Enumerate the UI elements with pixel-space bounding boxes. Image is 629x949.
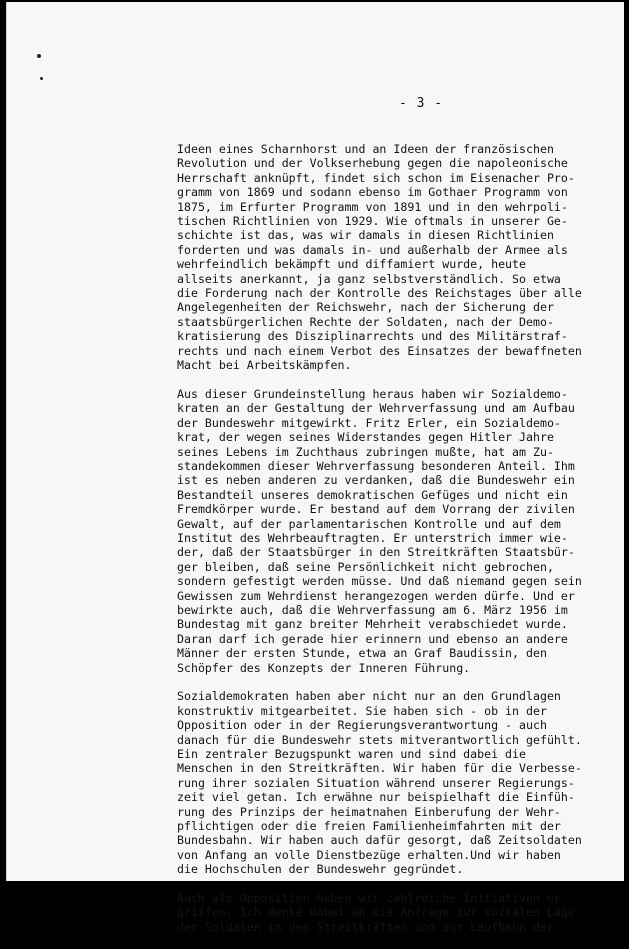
text-line: die Hochschulen der Bundeswehr gegründet. <box>177 862 464 877</box>
text-line: Männer der ersten Stunde, etwa an Graf Baudissin, den <box>177 646 547 661</box>
text-line: krat, der wegen seines Widerstandes gegen Hitler Jahre <box>177 430 554 445</box>
paragraph-3 <box>177 689 613 876</box>
text-line: Gewissen zum Wehrdienst herangezogen werden dürfe. Und er <box>177 588 575 603</box>
text-line: sondern gefestigt werden müsse. Und daß niemand gegen sein <box>177 574 582 589</box>
text-line: von Anfang an volle Dienstbezüge erhalten.Und wir haben <box>177 847 561 862</box>
text-line: Ein zentraler Bezugspunkt waren und sind dabei die <box>177 747 527 762</box>
text-line: Macht bei Arbeitskämpfen. <box>177 358 352 373</box>
text-line: gramm von 1869 und sodann ebenso im Gothaer Programm von <box>177 185 568 200</box>
text-line: Sozialdemokraten haben aber nicht nur an den Grundlagen <box>177 689 561 704</box>
document-page <box>6 2 624 934</box>
text-line: rung des Prinzips der heimatnahen Einberufung der Wehr- <box>177 804 561 819</box>
text-line: der Soldaten in den Streitkräften und zur Laufbahn der <box>177 919 554 934</box>
text-line: Gewalt, auf der parlamentarischen Kontrolle und auf dem <box>177 516 561 531</box>
text-line: bewirkte auch, daß die Wehrverfassung am 6. März 1956 im <box>177 602 568 617</box>
text-line: Auch als Opposition haben wir zahlreiche Initiativen er- <box>177 891 568 906</box>
text-line: Fremdkörper wurde. Er bestand auf dem Vorrang der zivilen <box>177 502 575 517</box>
text-line: zeit viel getan. Ich erwähne nur beispielhaft die Einfüh- <box>177 790 575 805</box>
text-line: kraten an der Gestaltung der Wehrverfassung und am Aufbau <box>177 401 575 416</box>
text-line: die Forderung nach der Kontrolle des Reichstages über alle <box>177 286 582 301</box>
text-line: Angelegenheiten der Reichswehr, nach der Sicherung der <box>177 300 554 315</box>
text-line: standekommen dieser Wehrverfassung besonderen Anteil. Ihm <box>177 458 575 473</box>
text-line: ger bleiben, daß seine Persönlichkeit nicht gebrochen, <box>177 559 554 574</box>
scan-speck <box>37 54 41 58</box>
text-line: tischen Richtlinien von 1929. Wie oftmals in unserer Ge- <box>177 214 568 229</box>
text-line: wehrfeindlich bekämpft und diffamiert wurde, heute <box>177 257 527 272</box>
text-line: Bundestag mit ganz breiter Mehrheit verabschiedet wurde. <box>177 617 568 632</box>
body-text <box>177 142 613 949</box>
paragraph-2 <box>177 387 613 675</box>
text-line: Aus dieser Grundeinstellung heraus haben wir Sozialdemo- <box>177 386 568 401</box>
text-line: Ideen eines Scharnhorst und an Ideen der französischen <box>177 142 554 156</box>
text-line: danach für die Bundeswehr stets mitverantwortlich gefühlt. <box>177 732 582 747</box>
text-line: Institut des Wehrbeauftragten. Er unterstrich immer wie- <box>177 530 568 545</box>
text-line: schichte ist das, was wir damals in diesen Richtlinien <box>177 228 554 243</box>
text-line: Revolution und der Volkserhebung gegen die napoleonische <box>177 156 568 171</box>
text-line: Bundesbahn. Wir haben auch dafür gesorgt, daß Zeitsoldaten <box>177 833 582 848</box>
text-line: rung ihrer sozialen Situation während unserer Regierungs- <box>177 775 575 790</box>
text-line: kratisierung des Disziplinarrechts und des Militärstraf- <box>177 329 568 344</box>
text-line: ist es neben anderen zu verdanken, daß die Bundeswehr ein <box>177 473 575 488</box>
text-line: konstruktiv mitgearbeitet. Sie haben sich - ob in der <box>177 703 547 718</box>
text-line: Daran darf ich gerade hier erinnern und ebenso an andere <box>177 631 568 646</box>
text-line: pflichtigen oder die freien Familienheimfahrten mit der <box>177 819 561 834</box>
paragraph-1 <box>177 142 613 373</box>
text-line: Menschen in den Streitkräften. Wir haben für die Verbesse- <box>177 761 582 776</box>
text-line: Opposition oder in der Regierungsverantwortung - auch <box>177 718 547 733</box>
text-line: griffen. Ich denke dabei an die Anfrage zur sozialen Lage <box>177 905 575 920</box>
text-line: allseits anerkannt, ja ganz selbstverständlich. So etwa <box>177 271 561 286</box>
text-line: Bestandteil unseres demokratischen Gefüges und nicht ein <box>177 487 568 502</box>
text-line: der Bundeswehr mitgewirkt. Fritz Erler, ein Sozialdemo- <box>177 415 561 430</box>
page-number: - 3 - <box>399 96 444 111</box>
text-line: der, daß der Staatsbürger in den Streitkräften Staatsbür- <box>177 545 575 560</box>
text-line: forderten und was damals in- und außerhalb der Armee als <box>177 242 568 257</box>
text-line: Schöpfer des Konzepts der Inneren Führung. <box>177 660 471 675</box>
text-line: staatsbürgerlichen Rechte der Soldaten, nach der Demo- <box>177 314 554 329</box>
text-line: Herrschaft anknüpft, findet sich schon im Eisenacher Pro- <box>177 170 575 185</box>
text-line: 1875, im Erfurter Programm von 1891 und in den wehrpoli- <box>177 199 568 214</box>
text-line: rechts und nach einem Verbot des Einsatzes der bewaffneten <box>177 343 582 358</box>
text-line: seines Lebens im Zuchthaus zubringen mußte, hat am Zu- <box>177 444 554 459</box>
scan-speck <box>40 77 43 80</box>
paragraph-4 <box>177 891 613 934</box>
